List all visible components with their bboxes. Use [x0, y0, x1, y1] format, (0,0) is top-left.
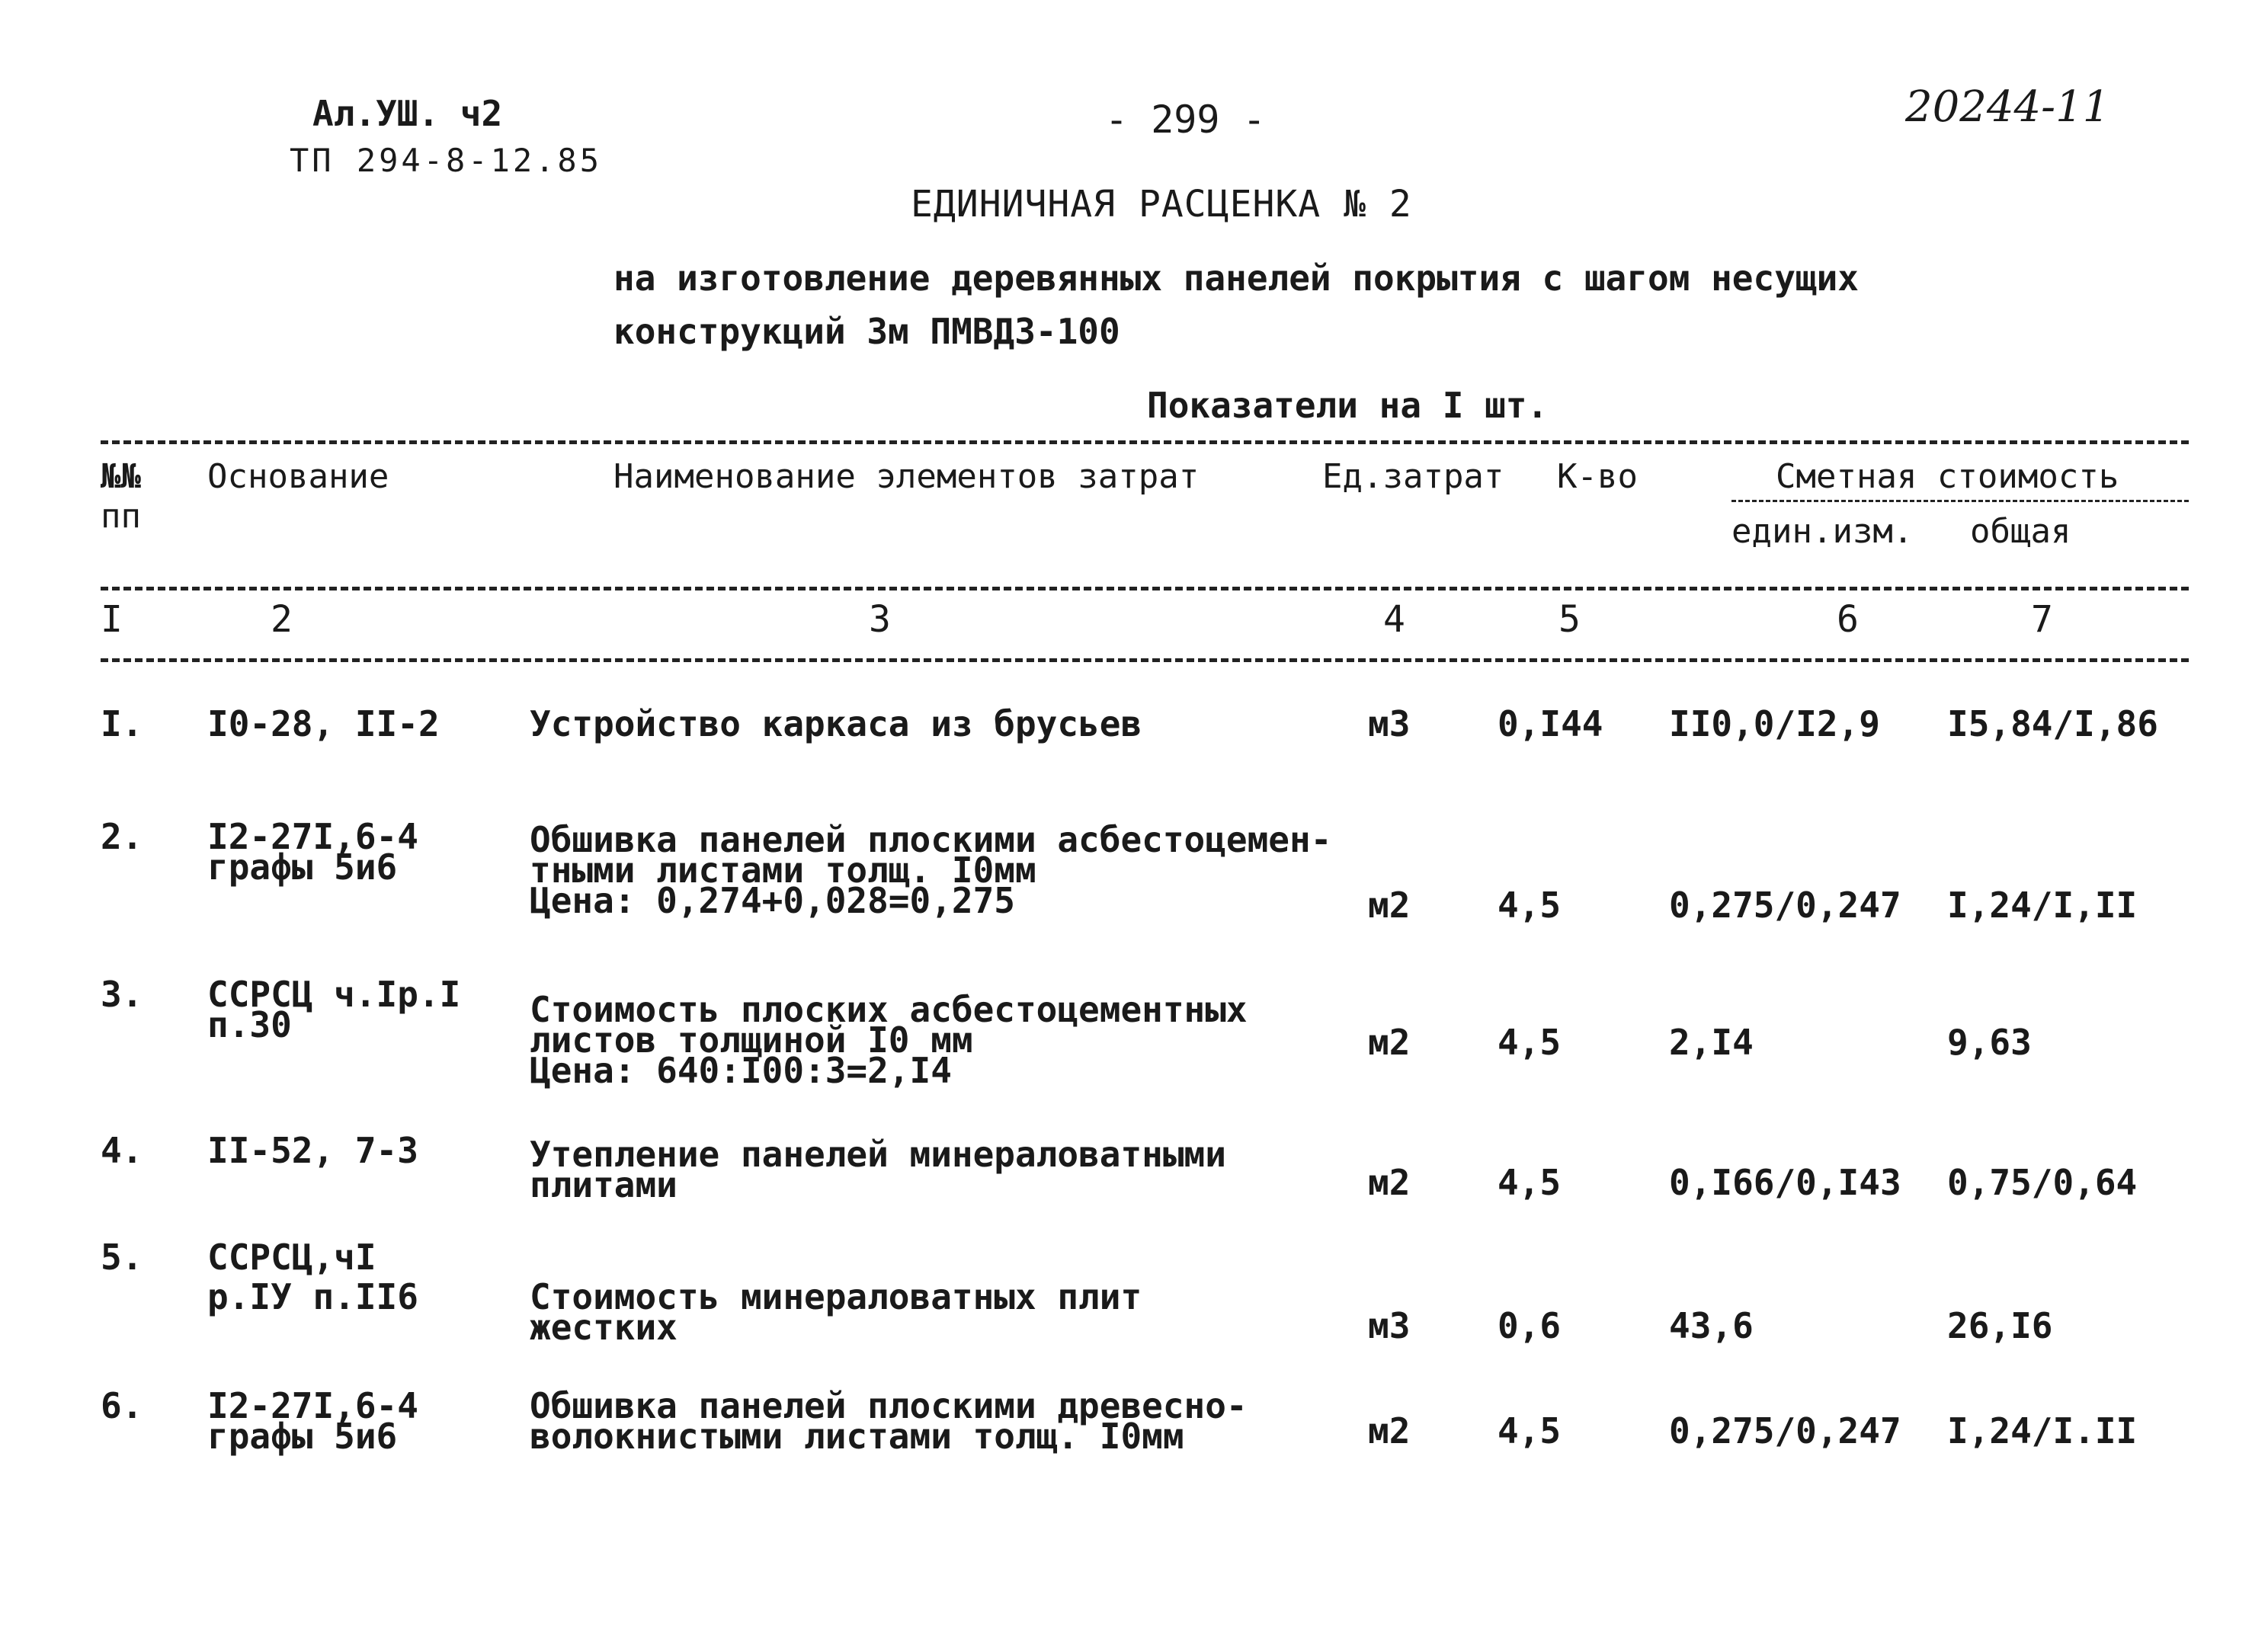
indicators-caption: Показатели на I шт. [1147, 385, 1549, 426]
row-4-basis: II-52, 7-3 [207, 1130, 418, 1171]
row-3-total: 9,63 [1947, 1022, 2032, 1063]
row-1-total: I5,84/I,86 [1947, 703, 2158, 744]
row-2-qty: 4,5 [1498, 885, 1562, 926]
row-3-name-3: Цена: 640:I00:3=2,I4 [530, 1050, 952, 1091]
row-3-qty: 4,5 [1498, 1022, 1562, 1063]
header-qty: К-во [1557, 457, 1638, 496]
row-5-basis-2: р.IУ п.II6 [207, 1276, 418, 1317]
row-4-qty: 4,5 [1498, 1162, 1562, 1203]
col-number-6: 6 [1837, 598, 1859, 641]
album-label: Ал.УШ. ч2 [312, 93, 503, 134]
row-5-basis-1: ССРСЦ,чI [207, 1237, 376, 1278]
row-2-name-3: Цена: 0,274+0,028=0,275 [530, 880, 1015, 921]
header-cost-unit: един.изм. [1731, 512, 1914, 551]
row-4-num: 4. [101, 1130, 143, 1171]
row-1-unit: м3 [1368, 703, 1411, 744]
col-number-2: 2 [271, 598, 293, 641]
row-5-name-2: жестких [530, 1307, 678, 1348]
row-5-name-1: Стоимость минераловатных плит [530, 1276, 1142, 1317]
row-4-unit: м2 [1368, 1162, 1411, 1203]
subtitle-line-1: на изготовление деревянных панелей покрытия с шагом несущих [613, 258, 1859, 299]
row-3-name-2: листов толщиной I0 мм [530, 1019, 973, 1061]
row-5-num: 5. [101, 1237, 143, 1278]
row-6-basis-2: графы 5и6 [207, 1416, 398, 1457]
row-2-num: 2. [101, 816, 143, 857]
row-1-price: II0,0/I2,9 [1669, 703, 1880, 744]
row-5-price: 43,6 [1669, 1305, 1754, 1346]
row-3-name-1: Стоимость плоских асбестоцементных [530, 989, 1248, 1030]
row-4-total: 0,75/0,64 [1947, 1162, 2138, 1203]
row-6-name-2: волокнистыми листами толщ. I0мм [530, 1416, 1184, 1457]
row-6-num: 6. [101, 1385, 143, 1426]
row-5-qty: 0,6 [1498, 1305, 1562, 1346]
handwritten-stamp: 20244-11 [1905, 82, 2110, 132]
document-title: ЕДИНИЧНАЯ РАСЦЕНКА № 2 [911, 183, 1412, 226]
row-4-price: 0,I66/0,I43 [1669, 1162, 1901, 1203]
row-2-price: 0,275/0,247 [1669, 885, 1901, 926]
row-5-total: 26,I6 [1947, 1305, 2053, 1346]
row-3-basis-2: п.30 [207, 1004, 292, 1045]
row-4-name-2: плитами [530, 1164, 678, 1205]
row-1-basis: I0-28, II-2 [207, 703, 440, 744]
row-6-qty: 4,5 [1498, 1410, 1562, 1451]
row-1-name: Устройство каркаса из брусьев [530, 703, 1142, 744]
row-2-total: I,24/I,II [1947, 885, 2138, 926]
row-3-basis-1: ССРСЦ ч.Iр.I [207, 974, 461, 1015]
row-6-name-1: Обшивка панелей плоскими древесно- [530, 1385, 1248, 1426]
col-number-1: I [101, 598, 123, 641]
row-6-total: I,24/I.II [1947, 1410, 2138, 1451]
col-number-5: 5 [1558, 598, 1581, 641]
page-number: - 299 - [1105, 98, 1266, 142]
cost-subheader-rule [1731, 500, 2189, 502]
row-6-basis-1: I2-27I,6-4 [207, 1385, 418, 1426]
row-6-unit: м2 [1368, 1410, 1411, 1451]
colnum-bottom-rule [101, 658, 2189, 662]
subtitle-line-2: конструкций 3м ПМВДЗ-100 [613, 311, 1120, 352]
row-2-basis-1: I2-27I,6-4 [207, 816, 418, 857]
header-cost: Сметная стоимость [1776, 457, 2119, 496]
header-basis: Основание [207, 457, 389, 496]
col-number-4: 4 [1383, 598, 1405, 641]
header-num: №№ [101, 457, 141, 496]
row-3-num: 3. [101, 974, 143, 1015]
header-bottom-rule [101, 587, 2189, 590]
col-number-7: 7 [2031, 598, 2053, 641]
row-6-price: 0,275/0,247 [1669, 1410, 1901, 1451]
row-1-qty: 0,I44 [1498, 703, 1603, 744]
header-unit: Ед.затрат [1322, 457, 1504, 496]
row-2-name-2: тными листами толщ. I0мм [530, 850, 1036, 891]
row-1-num: I. [101, 703, 143, 744]
project-code: ТП 294-8-12.85 [290, 142, 603, 179]
header-cost-total: общая [1970, 512, 2071, 551]
row-4-name-1: Утепление панелей минераловатными [530, 1134, 1226, 1175]
row-5-unit: м3 [1368, 1305, 1411, 1346]
row-2-basis-2: графы 5и6 [207, 847, 398, 888]
row-2-name-1: Обшивка панелей плоскими асбестоцемен- [530, 819, 1332, 860]
row-2-unit: м2 [1368, 885, 1411, 926]
table-top-rule [101, 440, 2189, 444]
header-num-2: пп [101, 497, 141, 536]
row-3-unit: м2 [1368, 1022, 1411, 1063]
col-number-3: 3 [869, 598, 891, 641]
row-3-price: 2,I4 [1669, 1022, 1754, 1063]
header-name: Наименование элементов затрат [613, 457, 1200, 496]
